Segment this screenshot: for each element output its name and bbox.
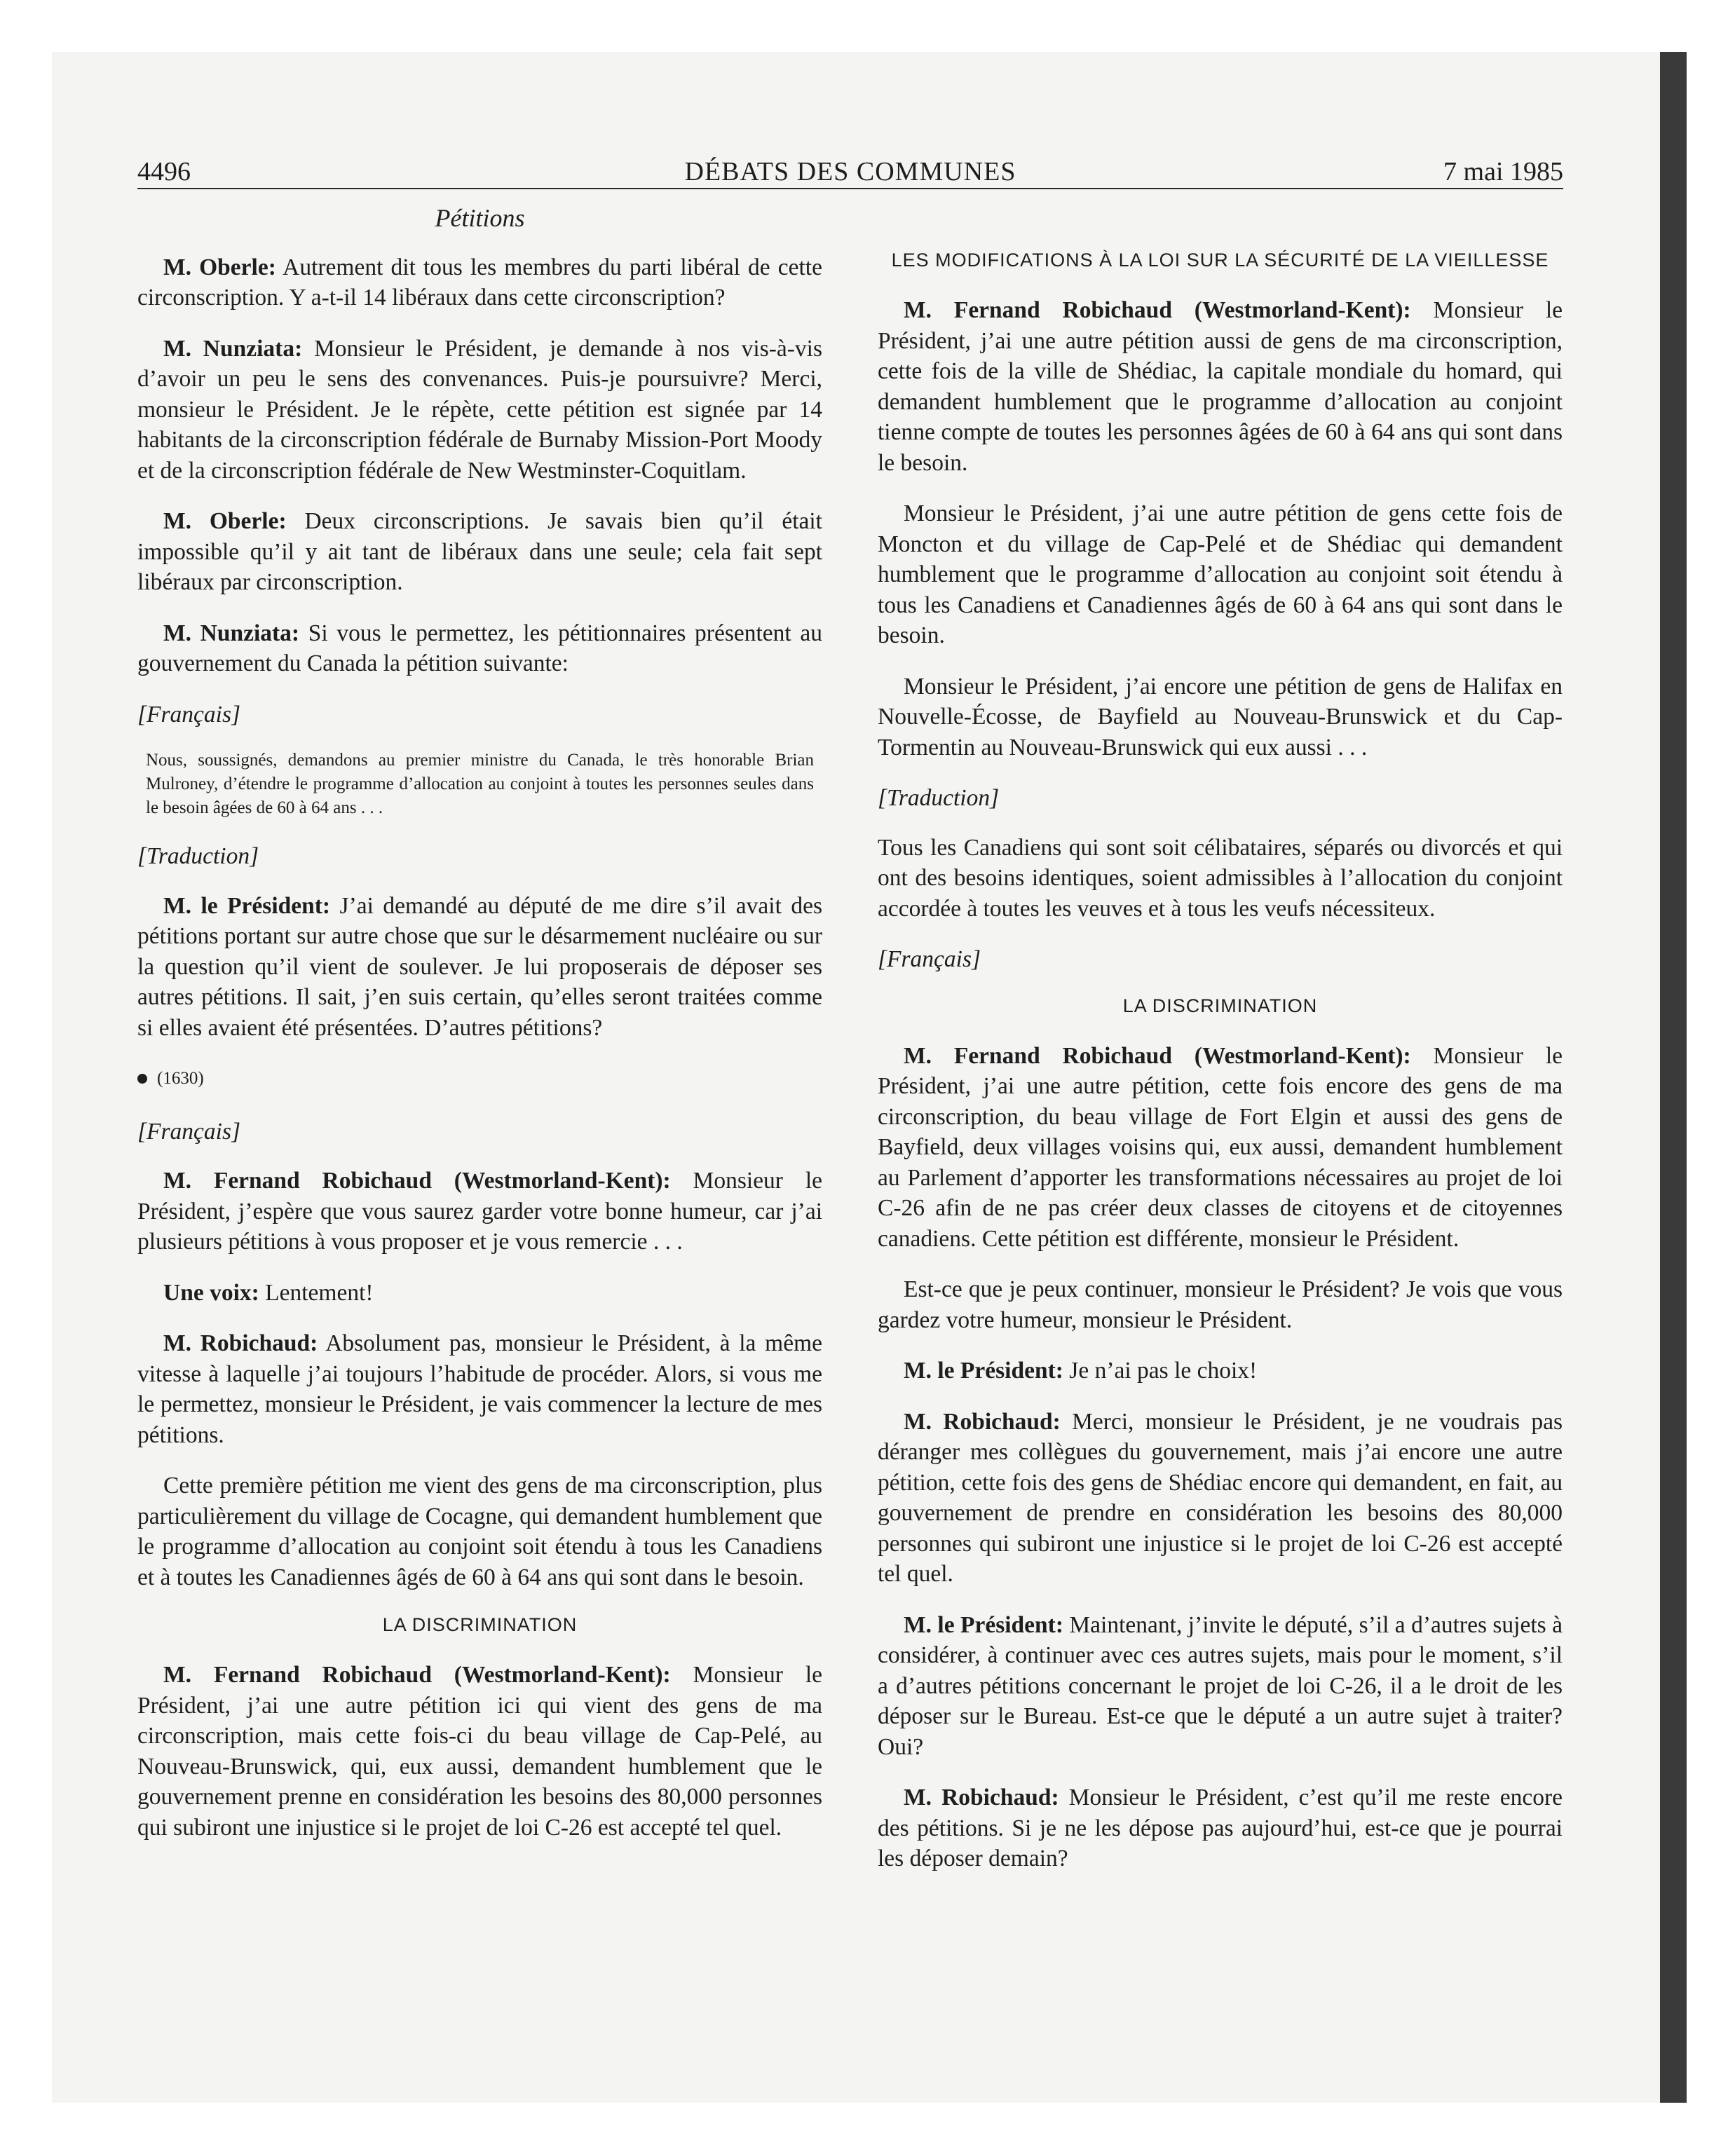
speaker-name: M. Oberle: xyxy=(163,508,287,534)
paragraph xyxy=(878,1356,1563,1386)
paragraph xyxy=(878,1610,1563,1763)
speaker-name: M. le Président: xyxy=(163,892,331,919)
section-heading: LA DISCRIMINATION xyxy=(1122,995,1318,1016)
speaker-name: M. Nunziata: xyxy=(163,335,303,362)
language-marker: [Français] xyxy=(878,946,981,972)
page-header xyxy=(137,154,1563,189)
speech-text: Maintenant, j’invite le député, s’il a d’autres sujets à considérer, à continuer avec ces autres sujets, mais pour le moment, s’il a d’autres pétitions concernant le projet de loi C-26, il a le droit de les déposer sur le Bureau. Est-ce que le député a un autre sujet à traiter? Oui? xyxy=(878,1611,1563,1760)
petition-quote: Nous, soussignés, demandons au premier ministre du Canada, le très honorable Brian Mulroney, d’étendre le programme d’allocation au conjoint à toutes les personnes seules dans le besoin âgées de 60 à 64 ans . . . xyxy=(146,751,814,817)
speech-text: Si vous le permettez, les pétitionnaires présentent au gouvernement du Canada la pétition suivante: xyxy=(137,620,822,676)
running-title: Pétitions xyxy=(435,204,525,232)
journal-title: DÉBATS DES COMMUNES xyxy=(684,157,1016,186)
paragraph: Tous les Canadiens qui sont soit célibataires, séparés ou divorcés et qui ont des besoins identiques, soient admissibles à l’allocation du conjoint accordée à toutes les veuves et à tous les veufs nécessiteux. xyxy=(878,834,1563,922)
header-rule xyxy=(137,188,1563,189)
speaker-name: M. Nunziata: xyxy=(163,620,300,646)
speech-text: Merci, monsieur le Président, je ne voudrais pas déranger mes collègues du gouvernement, mais j’ai encore une autre pétition, cette fois des gens de Shédiac encore qui demandent, en fait, au gouvernement de prendre en considération les besoins des 80,000 personnes qui subiront une injustice si le projet de loi C-26 est accepté tel quel. xyxy=(878,1408,1563,1587)
paragraph xyxy=(137,1166,822,1257)
paragraph xyxy=(878,1782,1563,1874)
right-column xyxy=(878,248,1563,1895)
speaker-name: M. Oberle: xyxy=(163,254,276,280)
speaker-name: M. Robichaud: xyxy=(163,1330,318,1356)
language-marker: [Français] xyxy=(137,1118,241,1145)
paragraph xyxy=(137,334,822,486)
speech-text: Absolument pas, monsieur le Président, à la même vitesse à laquelle j’ai toujours l’habitude de procéder. Alors, si vous me le permettez, monsieur le Président, je vais commencer la lecture de mes pétitions. xyxy=(137,1330,822,1448)
paragraph xyxy=(878,1041,1563,1255)
speaker-name: M. Robichaud: xyxy=(904,1785,1059,1810)
time-marker xyxy=(137,1063,822,1094)
speech-text: Je n’ai pas le choix! xyxy=(1063,1358,1258,1384)
paragraph xyxy=(137,506,822,598)
language-marker: [Traduction] xyxy=(878,785,1000,811)
speech-text: Monsieur le Président, j’ai une autre pétition aussi de gens de ma circonscription, cette fois de la ville de Shédiac, la capitale mondiale du homard, qui demandent humblement que le programme d’allocation au conjoint tienne compte de toutes les personnes âgées de 60 à 64 ans qui sont dans le besoin. xyxy=(878,297,1563,476)
paragraph xyxy=(137,891,822,1044)
paragraph xyxy=(878,1407,1563,1590)
paragraph: Est-ce que je peux continuer, monsieur le Président? Je vois que vous gardez votre humeur, monsieur le Président. xyxy=(878,1276,1563,1333)
section-heading: LA DISCRIMINATION xyxy=(382,1614,578,1635)
page-date: 7 mai 1985 xyxy=(1443,157,1563,186)
bullet-icon xyxy=(137,1074,147,1084)
paragraph: Monsieur le Président, j’ai une autre pétition de gens cette fois de Moncton et du village de Cap-Pelé et de Shédiac qui demandent humblement que le programme d’allocation au conjoint soit étendu à tous les Canadiens et Canadiennes âgés de 60 à 64 ans qui sont dans le besoin. xyxy=(878,500,1563,648)
paragraph xyxy=(137,1328,822,1450)
speaker-name: M. Robichaud: xyxy=(904,1408,1061,1435)
speech-text: Deux circonscriptions. Je savais bien qu’il était impossible qu’il y ait tant de libéraux dans une seule; cela fait sept libéraux par circonscription. xyxy=(137,508,822,595)
speaker-name: M. le Président: xyxy=(904,1358,1063,1384)
paragraph: Monsieur le Président, j’ai encore une pétition de gens de Halifax en Nouvelle-Écosse, de Bayfield au Nouveau-Brunswick et du Cap-Tormentin au Nouveau-Brunswick qui eux aussi . . . xyxy=(878,673,1563,760)
speech-text: Monsieur le Président, c’est qu’il me reste encore des pétitions. Si je ne les dépose pas aujourd’hui, est-ce que je pourrai les déposer demain? xyxy=(878,1785,1563,1871)
language-marker: [Français] xyxy=(137,701,241,728)
speech-text: Monsieur le Président, j’espère que vous saurez garder votre bonne humeur, car j’ai plusieurs pétitions à vous proposer et je vous remercie . . . xyxy=(137,1168,822,1255)
speech-text: J’ai demandé au député de me dire s’il avait des pétitions portant sur autre chose que sur le désarmement nucléaire ou sur la question qu’il vient de soulever. Je lui proposerais de déposer ses autres pétitions. Il sait, j’en suis certain, qu’elles seront traitées comme si elles avaient été présentées. D’autres pétitions? xyxy=(137,892,822,1041)
scan-edge-shadow xyxy=(1660,52,1687,2103)
speaker-name: M. Fernand Robichaud (Westmorland-Kent): xyxy=(163,1662,671,1688)
speech-text: Monsieur le Président, je demande à nos vis-à-vis d’avoir un peu le sens des convenances. Puis-je poursuivre? Merci, monsieur le Président. Je le répète, cette pétition est signée par 14 habitants de la circonscription fédérale de Burnaby Mission-Port Moody et de la circonscription fédérale de New Westminster-Coquitlam. xyxy=(137,335,823,484)
speech-text: Monsieur le Président, j’ai une autre pétition ici qui vient des gens de ma circonscription, mais cette fois-ci du beau village de Cap-Pelé, au Nouveau-Brunswick, qui, eux aussi, demandent humblement que le gouvernement prenne en considération les besoins des 80,000 personnes qui subiront une injustice si le projet de loi C-26 est accepté tel quel. xyxy=(137,1662,822,1841)
language-marker: [Traduction] xyxy=(137,843,259,869)
speech-text: Autrement dit tous les membres du parti libéral de cette circonscription. Y a-t-il 14 libéraux dans cette circonscription? xyxy=(137,254,822,311)
speaker-name: M. Fernand Robichaud (Westmorland-Kent): xyxy=(163,1168,671,1194)
paragraph xyxy=(878,295,1563,478)
paragraph xyxy=(137,1278,822,1309)
speaker-name: Une voix: xyxy=(163,1279,259,1306)
page-number: 4496 xyxy=(137,157,191,186)
speaker-name: M. Fernand Robichaud (Westmorland-Kent): xyxy=(904,1042,1411,1069)
section-heading: LES MODIFICATIONS À LA LOI SUR LA SÉCURITÉ DE LA VIEILLESSE xyxy=(891,250,1549,271)
paragraph xyxy=(137,252,822,313)
speaker-name: M. Fernand Robichaud (Westmorland-Kent): xyxy=(904,297,1411,323)
paragraph xyxy=(137,1660,822,1843)
left-column xyxy=(137,203,822,1863)
speaker-name: M. le Président: xyxy=(904,1611,1063,1638)
paragraph xyxy=(137,618,822,679)
time-stamp: (1630) xyxy=(157,1069,204,1088)
speech-text: Lentement! xyxy=(259,1279,374,1306)
speech-text: Monsieur le Président, j’ai une autre pétition, cette fois encore des gens de ma circonscription, du beau village de Fort Elgin et aussi des gens de Bayfield, deux villages voisins qui, eux aussi, demandent humblement au Parlement d’apporter les transformations nécessaires au projet de loi C-26 afin de ne pas créer deux classes de citoyens et de citoyennes canadiens. Cette pétition est différente, monsieur le Président. xyxy=(878,1042,1563,1252)
paragraph: Cette première pétition me vient des gens de ma circonscription, plus particulièrement du village de Cocagne, qui demandent humblement que le programme d’allocation au conjoint soit étendu à tous les Canadiens et à toutes les Canadiennes âgés de 60 à 64 ans qui sont dans le besoin. xyxy=(137,1473,822,1590)
